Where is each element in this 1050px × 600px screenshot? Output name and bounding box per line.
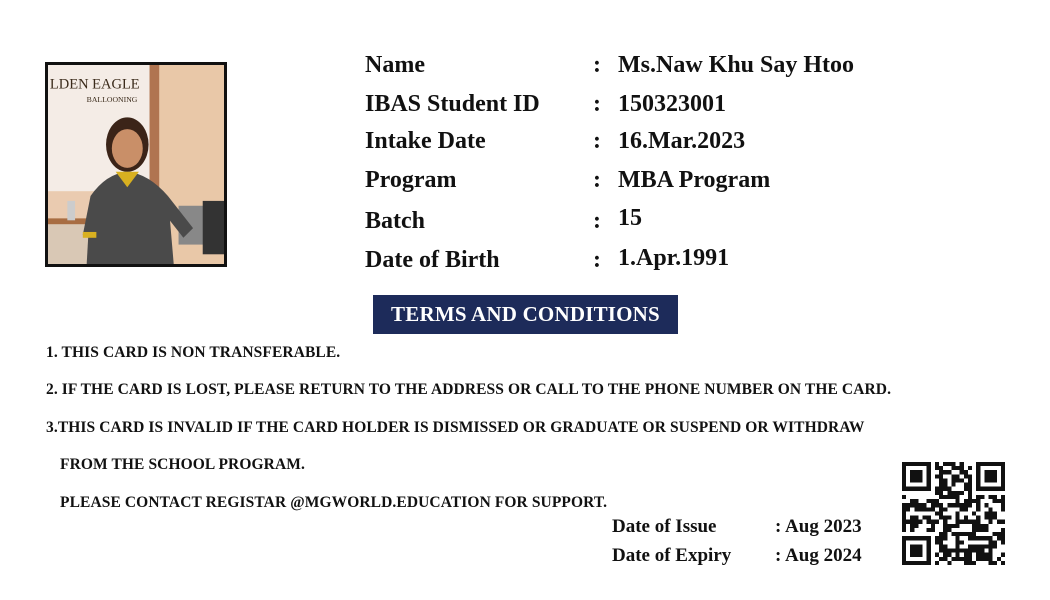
field-value-student-id: 150323001	[618, 91, 726, 117]
issue-date-label: Date of Issue	[612, 516, 717, 537]
field-colon: :	[593, 91, 601, 117]
term-line-1: 1. THIS CARD IS NON TRANSFERABLE.	[46, 344, 341, 361]
field-value-program: MBA Program	[618, 167, 771, 193]
field-value-batch: 15	[618, 205, 642, 231]
field-colon: :	[593, 247, 601, 273]
term-line-3-continued: FROM THE SCHOOL PROGRAM.	[60, 456, 305, 473]
field-label-intake-date: Intake Date	[365, 128, 486, 154]
field-label-date-of-birth: Date of Birth	[365, 247, 500, 273]
qr-code-image	[902, 462, 1005, 565]
student-photo	[45, 62, 227, 267]
field-colon: :	[593, 208, 601, 234]
term-line-2: 2. IF THE CARD IS LOST, PLEASE RETURN TO THE ADDRESS OR CALL TO THE PHONE NUMBER ON THE CARD.	[46, 381, 892, 398]
field-label-name: Name	[365, 52, 425, 78]
photo-sign-line1: LDEN EAGLE	[49, 76, 140, 93]
field-colon: :	[593, 52, 601, 78]
field-label-student-id: IBAS Student ID	[365, 91, 540, 117]
issue-date-value: : Aug 2023	[775, 516, 862, 537]
field-label-batch: Batch	[365, 208, 425, 234]
field-label-program: Program	[365, 167, 457, 193]
terms-title: TERMS AND CONDITIONS	[373, 295, 678, 334]
field-colon: :	[593, 167, 601, 193]
field-colon: :	[593, 128, 601, 154]
field-value-name: Ms.Naw Khu Say Htoo	[618, 52, 855, 78]
photo-sign-line2: BALLOONING	[86, 94, 138, 104]
field-value-date-of-birth: 1.Apr.1991	[618, 245, 730, 271]
term-line-3: 3.THIS CARD IS INVALID IF THE CARD HOLDER IS DISMISSED OR GRADUATE OR SUSPEND OR WITHDRAW	[46, 419, 865, 436]
expiry-date-value: : Aug 2024	[775, 545, 862, 566]
expiry-date-label: Date of Expiry	[612, 545, 732, 566]
qr-code	[902, 462, 1005, 565]
student-photo-image	[48, 65, 224, 264]
field-value-intake-date: 16.Mar.2023	[618, 128, 746, 154]
term-support-line: PLEASE CONTACT REGISTAR @MGWORLD.EDUCATION FOR SUPPORT.	[60, 494, 608, 511]
